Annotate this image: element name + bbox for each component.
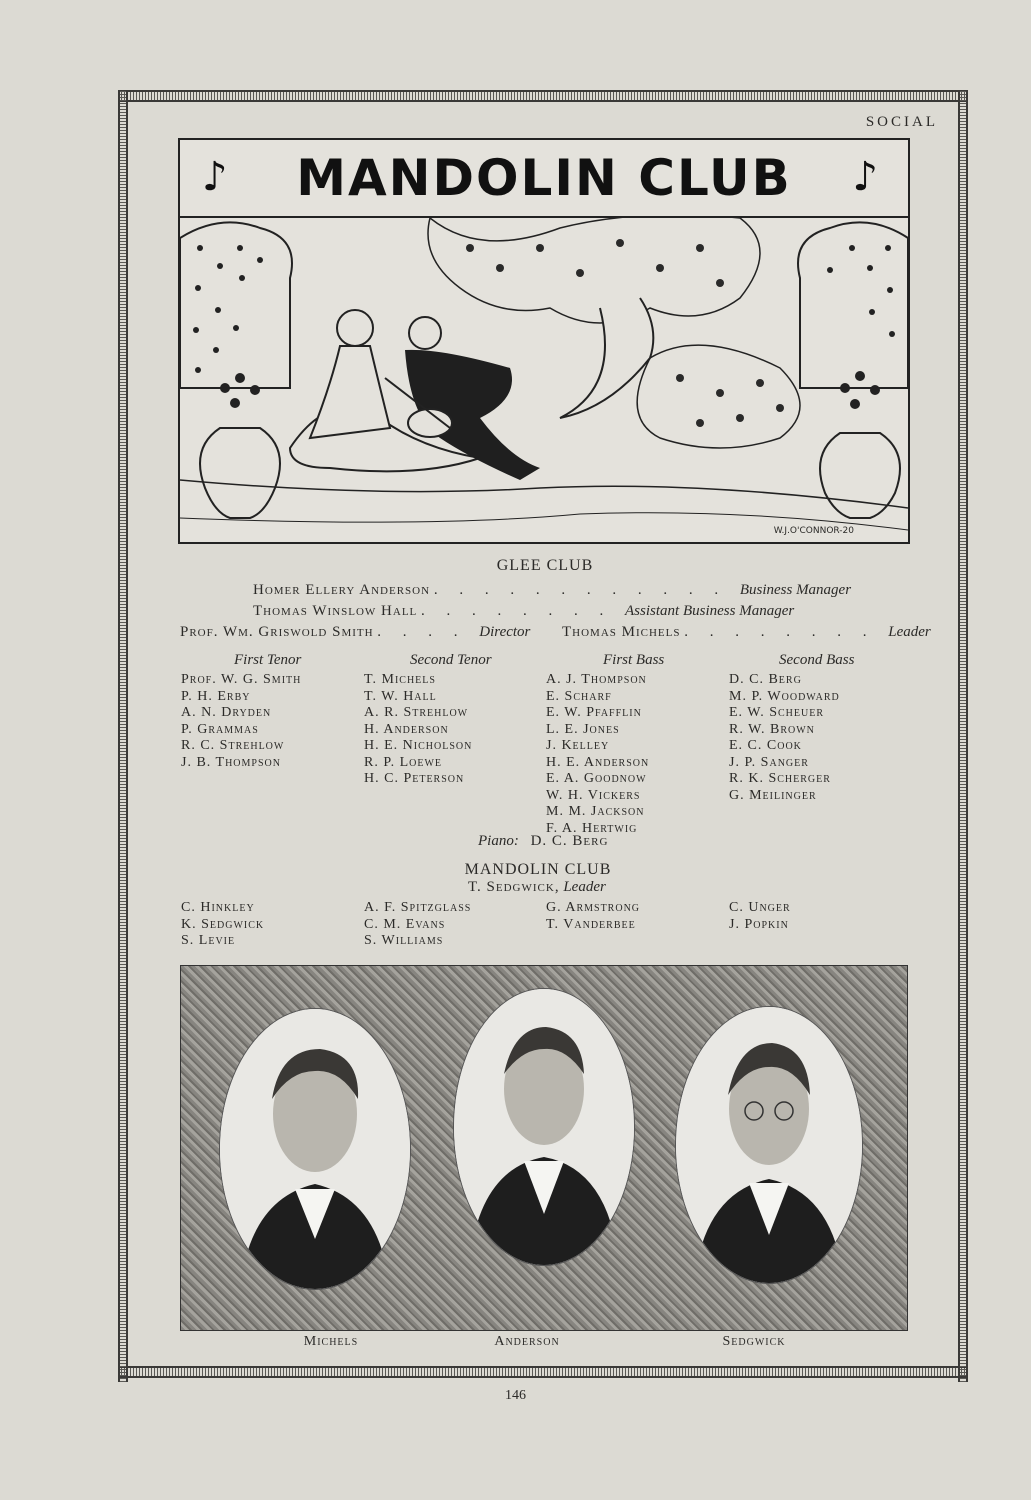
officer-business-manager xyxy=(253,582,851,599)
member-name: A. R. Strehlow xyxy=(364,705,469,720)
member-name: E. W. Scheuer xyxy=(729,705,825,720)
director-name: Prof. Wm. Griswold Smith xyxy=(180,624,374,640)
piano-label: Piano: xyxy=(478,833,519,849)
member-name: E. W. Pfafflin xyxy=(546,705,642,720)
leader-line xyxy=(562,624,931,641)
member-name: H. E. Anderson xyxy=(546,754,650,770)
mandolin-column-3 xyxy=(546,900,640,933)
mandolin-column-1 xyxy=(181,900,264,950)
member-name: J. B. Thompson xyxy=(181,754,281,770)
right-border-rule xyxy=(958,90,968,1382)
member-name: C. M. Evans xyxy=(364,916,446,932)
member-name: J. Popkin xyxy=(729,916,789,932)
illustrator-signature: W.J.O'CONNOR-20 xyxy=(773,526,854,536)
portrait-figure xyxy=(454,989,634,1265)
portrait-caption: Michels xyxy=(303,1334,359,1349)
first-bass-list xyxy=(546,672,649,837)
member-name: A. J. Thompson xyxy=(546,672,647,687)
member-name: T. W. Hall xyxy=(364,688,437,704)
portrait-panel xyxy=(180,965,908,1331)
piano-line xyxy=(478,833,608,850)
portrait-photo xyxy=(453,988,635,1266)
member-name: K. Sedgwick xyxy=(181,916,265,932)
portrait-figure xyxy=(676,1007,862,1283)
member-name: R. W. Brown xyxy=(729,721,815,737)
second-bass-heading: Second Bass xyxy=(779,652,855,668)
member-name: A. F. Spitzglass xyxy=(364,900,472,915)
member-name: P. Grammas xyxy=(181,721,259,737)
section-label: SOCIAL xyxy=(865,114,938,130)
leader-name: Thomas Michels xyxy=(562,624,681,640)
leader-dots: . . . . . . . . xyxy=(684,624,889,640)
member-name: H. E. Nicholson xyxy=(364,738,473,753)
member-name: R. C. Strehlow xyxy=(181,738,285,753)
member-name: T. Michels xyxy=(364,672,436,687)
portrait-caption: Anderson xyxy=(494,1334,560,1349)
officer-title: Business Manager xyxy=(739,582,852,598)
first-tenor-list xyxy=(181,672,301,771)
second-bass-list xyxy=(729,672,840,804)
portrait-photo xyxy=(675,1006,863,1284)
member-name: G. Meilinger xyxy=(729,787,817,803)
member-name: Prof. W. G. Smith xyxy=(181,672,302,687)
portrait-photo xyxy=(219,1008,411,1290)
officer-assistant-manager xyxy=(253,603,794,620)
member-name: A. N. Dryden xyxy=(181,705,272,720)
leader-dots: . . . . . . . . . . . . xyxy=(433,582,740,598)
bottom-border-rule xyxy=(118,1366,968,1378)
second-tenor-list xyxy=(364,672,472,788)
member-name: E. A. Goodnow xyxy=(546,771,647,786)
page-number: 146 xyxy=(505,1388,526,1403)
member-name: M. P. Woodward xyxy=(729,688,840,704)
member-name: H. C. Peterson xyxy=(364,771,465,786)
leader-dots: . . . . xyxy=(377,624,480,640)
garden-scene-illustration xyxy=(180,218,908,540)
mandolin-club-heading: MANDOLIN CLUB xyxy=(464,861,612,878)
first-bass-heading: First Bass xyxy=(603,652,665,668)
member-name: W. H. Vickers xyxy=(546,787,641,803)
portrait-figure xyxy=(220,1009,410,1289)
member-name: T. Vanderbee xyxy=(546,916,636,932)
member-name: F. A. Hertwig xyxy=(546,820,638,836)
music-note-icon: ♪ xyxy=(852,154,878,200)
member-name: G. Armstrong xyxy=(546,900,641,915)
mandolin-leader-name: T. Sedgwick, xyxy=(468,879,560,895)
mandolin-club-banner xyxy=(178,138,910,544)
officer-name: Homer Ellery Anderson xyxy=(253,582,431,598)
leader-dots: . . . . . . . . xyxy=(421,603,626,619)
banner-title: MANDOLIN CLUB xyxy=(296,149,792,207)
director-line xyxy=(180,624,530,641)
second-tenor-heading: Second Tenor xyxy=(410,652,492,668)
leader-title: Leader xyxy=(888,624,931,640)
member-name: D. C. Berg xyxy=(729,672,802,687)
officer-name: Thomas Winslow Hall xyxy=(253,603,418,619)
mandolin-column-4 xyxy=(729,900,791,933)
mandolin-leader-title: Leader xyxy=(563,879,606,895)
banner-title-bar xyxy=(180,140,908,218)
glee-club-heading: GLEE CLUB xyxy=(496,557,594,574)
mandolin-column-2 xyxy=(364,900,471,950)
top-border-rule xyxy=(118,90,968,102)
member-name: L. E. Jones xyxy=(546,721,620,737)
first-tenor-heading: First Tenor xyxy=(234,652,302,668)
member-name: J. P. Sanger xyxy=(729,754,809,770)
member-name: C. Unger xyxy=(729,900,791,915)
member-name: S. Levie xyxy=(181,933,236,948)
officer-title: Assistant Business Manager xyxy=(625,603,795,619)
member-name: R. P. Loewe xyxy=(364,754,443,770)
portrait-caption: Sedgwick xyxy=(722,1334,786,1349)
member-name: P. H. Erby xyxy=(181,688,251,704)
member-name: H. Anderson xyxy=(364,721,449,737)
member-name: E. Scharf xyxy=(546,688,612,704)
member-name: E. C. Cook xyxy=(729,738,802,753)
member-name: S. Williams xyxy=(364,933,444,948)
member-name: M. M. Jackson xyxy=(546,804,645,819)
piano-name: D. C. Berg xyxy=(530,833,609,849)
member-name: R. K. Scherger xyxy=(729,771,831,786)
music-note-icon: ♪ xyxy=(202,154,228,200)
left-border-rule xyxy=(118,90,128,1382)
member-name: J. Kelley xyxy=(546,738,610,753)
mandolin-leader-line xyxy=(468,879,606,896)
director-title: Director xyxy=(479,624,531,640)
member-name: C. Hinkley xyxy=(181,900,255,915)
